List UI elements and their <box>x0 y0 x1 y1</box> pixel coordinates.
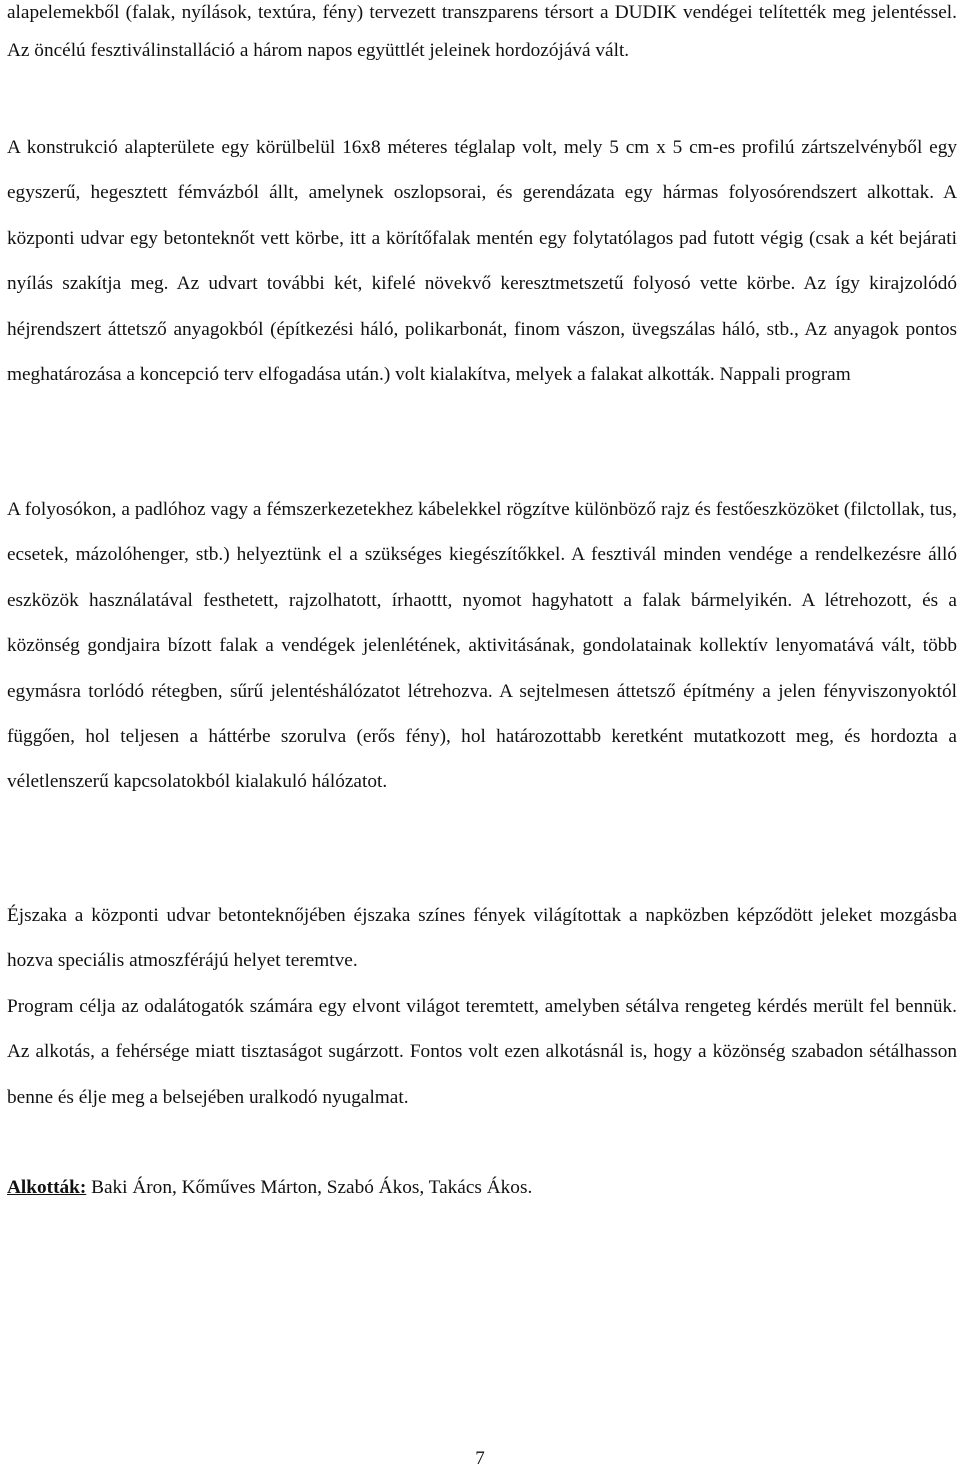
paragraph-construction: A konstrukció alapterülete egy körülbelül 16x8 méteres téglalap volt, mely 5 cm x 5 cm-es profilú zártszelvényből egy egyszerű, hegesztett fémvázból állt, amelynek oszlopsorai, és gerendázata egy hármas folyosórendszert alkottak. A központi udvar egy betonteknőt vett körbe, itt a körítőfalak mentén egy folytatólagos pad futott végig (csak a két bejárati nyílás szakítja meg. Az udvart további két, kifelé növekvő keresztmetszetű folyosó vette körbe. Az így kirajzolódó héjrendszert áttetsző anyagokból (építkezési háló, polikarbonát, finom vászon, üvegszálas háló, stb., Az anyagok pontos meghatározása a koncepció terv elfogadása után.) volt kialakítva, melyek a falakat alkották. Nappali program <box>7 137 957 386</box>
authors-names: Baki Áron, Kőműves Márton, Szabó Ákos, Takács Ákos. <box>86 1177 533 1198</box>
paragraph-night-program: Éjszaka a központi udvar betonteknőjében éjszaka színes fények világítottak a napközben képződött jeleket mozgásba hozva speciális atmoszférájú helyet teremtve. <box>7 905 957 972</box>
paragraph-day-program: A folyosókon, a padlóhoz vagy a fémszerkezetekhez kábelekkel rögzítve különböző rajz és festőeszközöket (filctollak, tus, ecsetek, mázolóhenger, stb.) helyeztünk el a szükséges kiegészítőkkel. A fesztivál minden vendége a rendelkezésre álló eszközök használatával festhetett, rajzolhatott, írhaottt, nyomot hagyhatott a falak bármelyikén. A létrehozott, és a közönség gondjaira bízott falak a vendégek jelenlétének, aktivitásának, gondolatainak kollektív lenyomatává vált, több egymásra torlódó rétegben, sűrű jelentéshálózatot létrehozva. A sejtelmesen áttetsző építmény a jelen fényviszonyoktól függően, hol teljesen a háttérbe szorulva (erős fény), hol határozottabb keretként mutatkozott meg, és hordozta a véletlenszerű kapcsolatokból kialakuló hálózatot. <box>7 499 957 793</box>
paragraph-program-goal: Program célja az odalátogatók számára egy elvont világot teremtett, amelyben sétálva rengeteg kérdés merült fel bennük. Az alkotás, a fehérsége miatt tisztaságot sugárzott. Fontos volt ezen alkotásnál is, hogy a közönség szabadon sétálhasson benne és élje meg a belsejében uralkodó nyugalmat. <box>7 996 957 1108</box>
page-number: 7 <box>475 1448 485 1469</box>
authors-line <box>7 1165 957 1210</box>
authors-label: Alkották: <box>7 1177 87 1198</box>
paragraph-intro-continuation: alapelemekből (falak, nyílások, textúra, fény) tervezett transzparens térsort a DUDIK vendégei telítették meg jelentéssel. Az öncélú fesztiválinstalláció a három napos együttlét jeleinek hordozójává vált. <box>7 2 957 61</box>
